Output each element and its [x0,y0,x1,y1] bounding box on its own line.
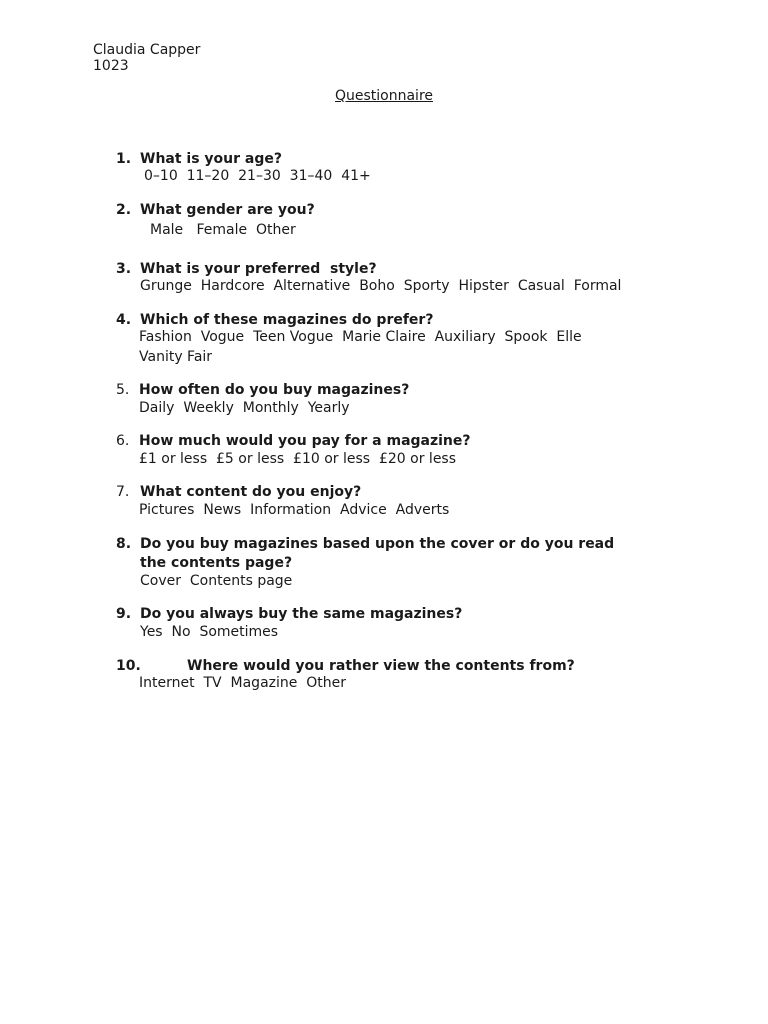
answer-options: Cover Contents page [140,573,293,589]
answer-options: £1 or less £5 or less £10 or less £20 or less [139,451,457,467]
answer-options: Yes No Sometimes [140,624,279,640]
question-number: 5. [116,382,130,398]
answer-options: Male Female Other [150,222,296,238]
author-name: Claudia Capper [93,42,201,58]
question-number: 4. [116,312,132,328]
question-number: 6. [116,433,130,449]
question-number: 7. [116,484,130,500]
answer-options: 0–10 11–20 21–30 31–40 41+ [144,168,371,184]
question-number: 8. [116,536,132,552]
question-text: Where would you rather view the contents from? [187,658,575,674]
answer-options: Grunge Hardcore Alternative Boho Sporty Hipster Casual Formal [140,278,622,294]
answer-options: Internet TV Magazine Other [139,675,347,691]
answer-options: Daily Weekly Monthly Yearly [139,400,350,416]
question-text: What gender are you? [140,202,315,218]
author-id: 1023 [93,58,129,74]
page-title: Questionnaire [334,88,434,104]
question-text-line2: the contents page? [140,555,293,571]
answer-options: Pictures News Information Advice Adverts [139,502,450,518]
question-text: What is your preferred style? [140,261,377,277]
question-text: Do you always buy the same magazines? [140,606,463,622]
question-text: Do you buy magazines based upon the cover or do you read [140,536,615,552]
question-number: 9. [116,606,132,622]
answer-options-line2: Vanity Fair [139,349,213,365]
question-text: What is your age? [140,151,283,167]
question-number: 3. [116,261,132,277]
question-text: How much would you pay for a magazine? [139,433,471,449]
question-text: What content do you enjoy? [140,484,362,500]
question-number: 1. [116,151,132,167]
question-text: How often do you buy magazines? [139,382,410,398]
question-text: Which of these magazines do prefer? [140,312,434,328]
question-number: 10. [116,658,141,674]
answer-options: Fashion Vogue Teen Vogue Marie Claire Auxiliary Spook Elle [139,329,582,345]
question-number: 2. [116,202,132,218]
